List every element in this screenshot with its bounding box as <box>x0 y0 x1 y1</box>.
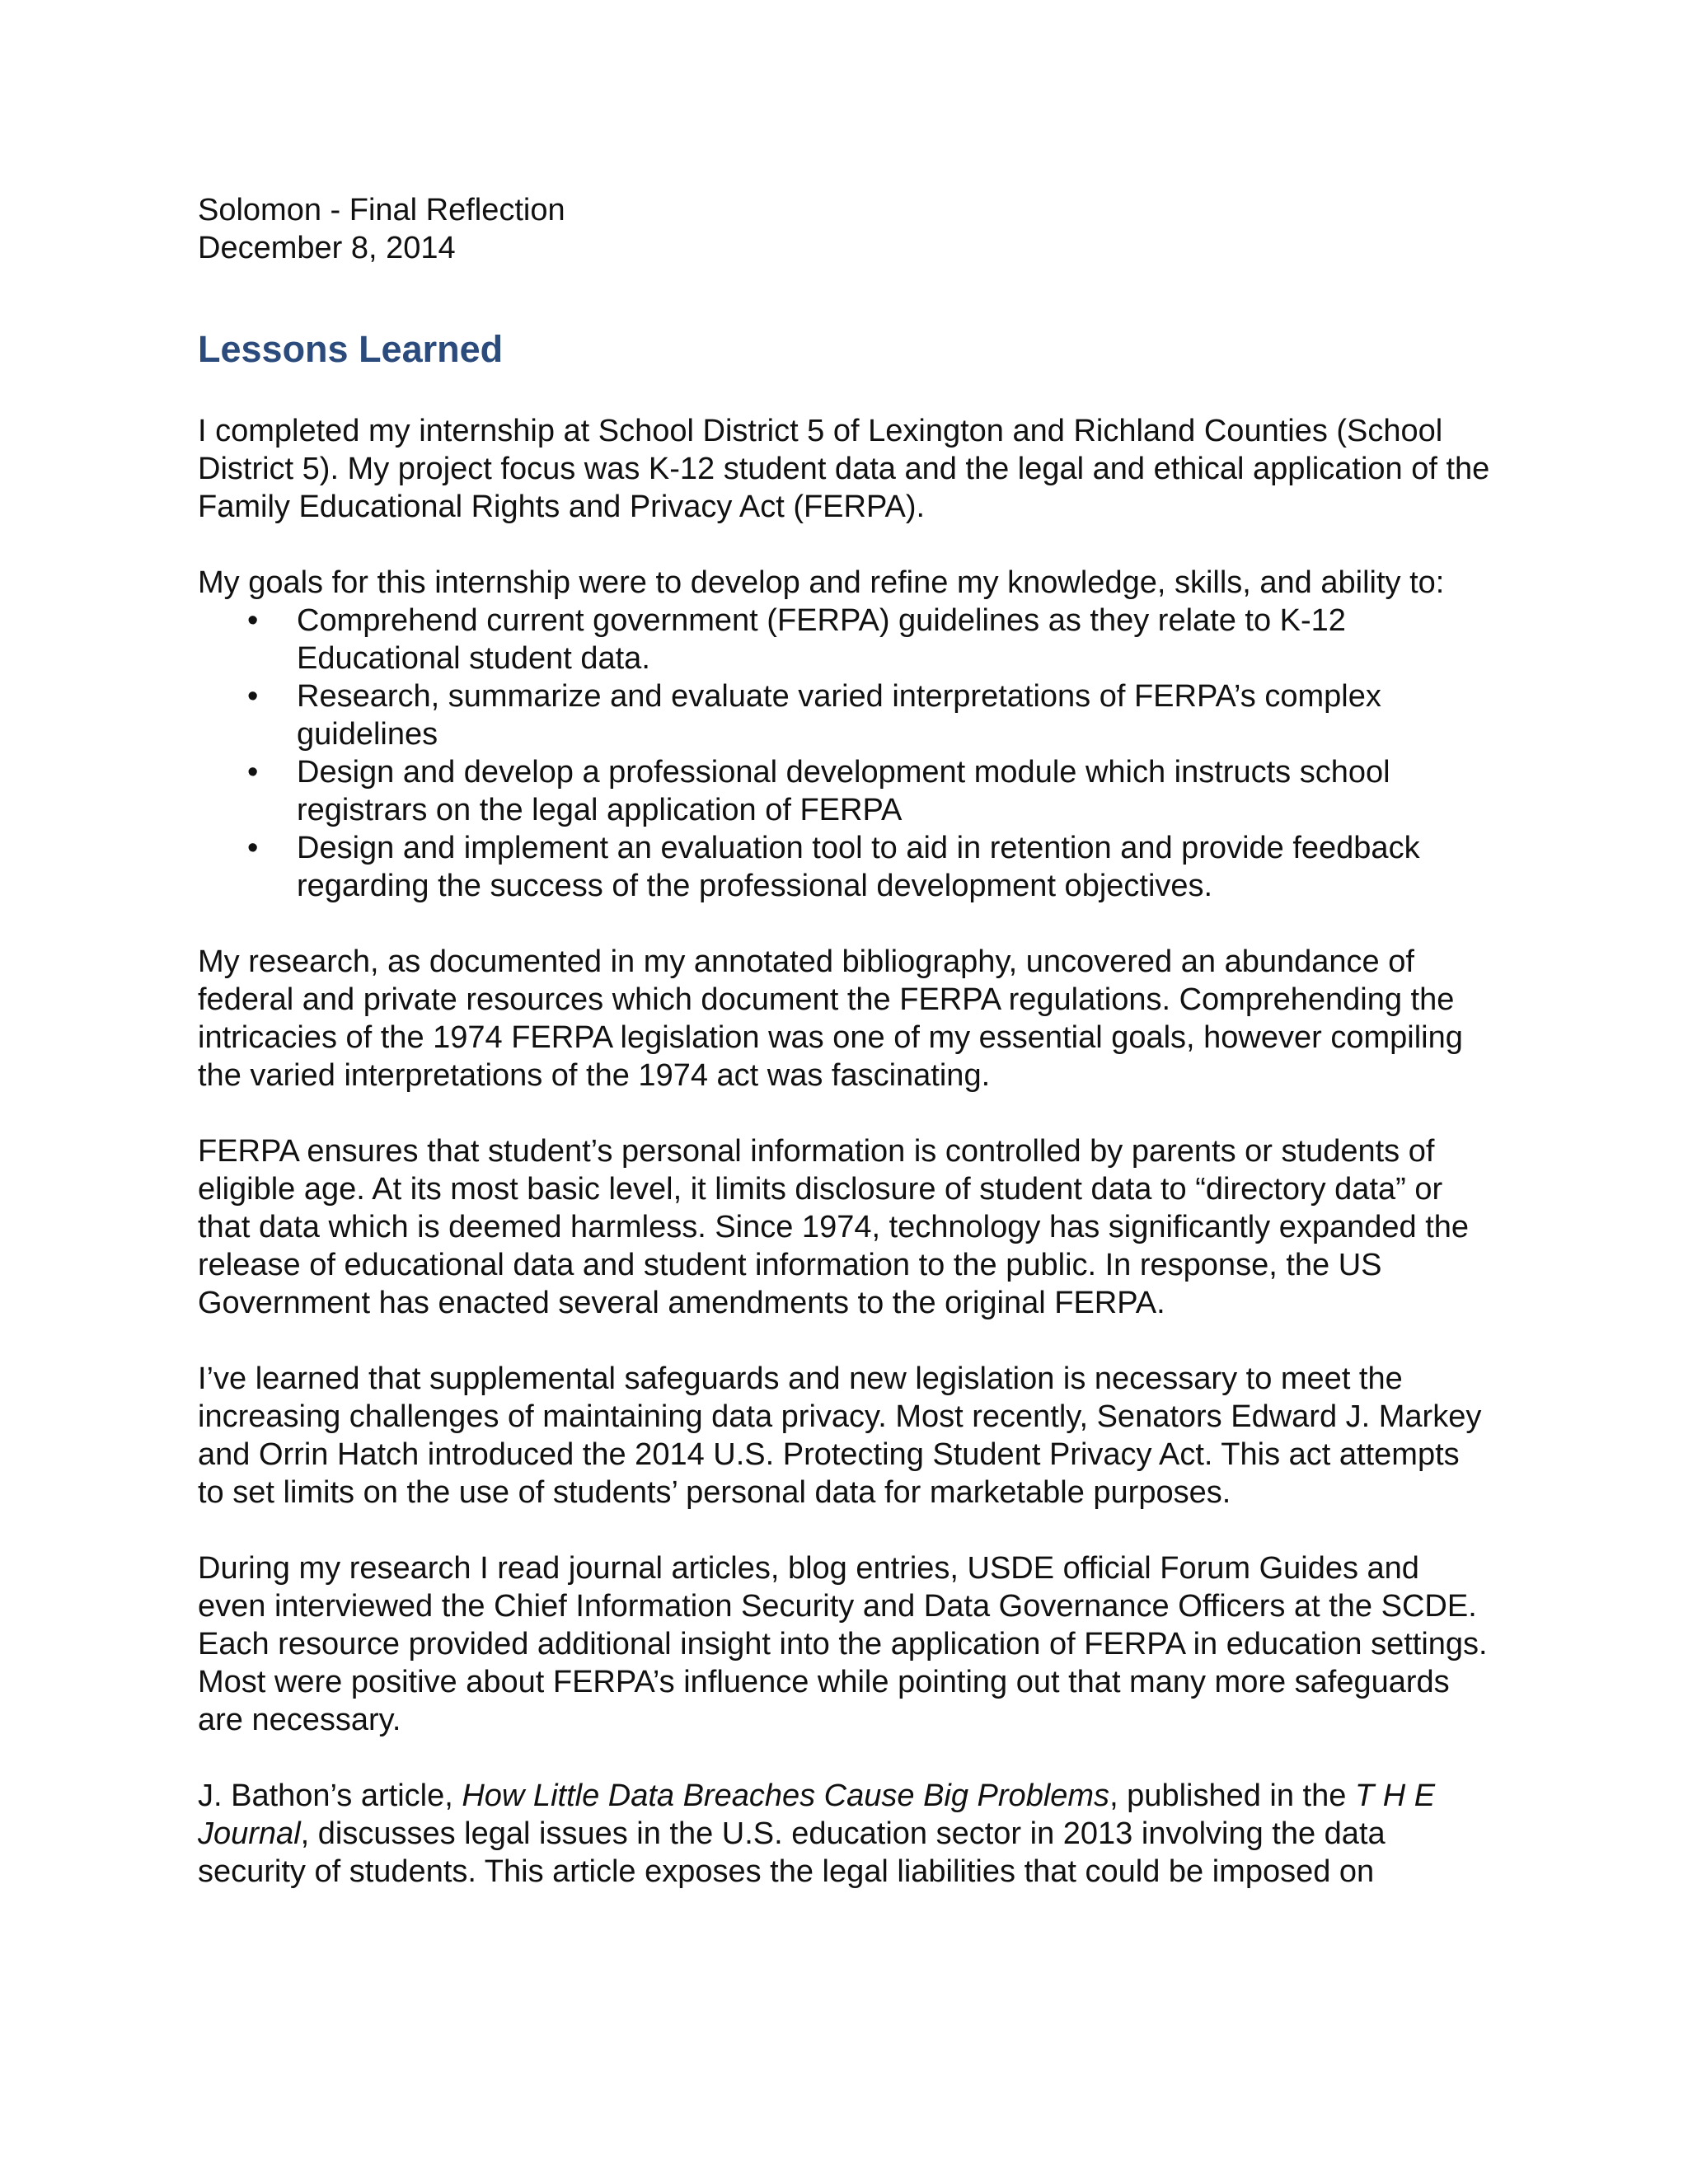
list-item <box>247 829 1492 905</box>
article-title: How Little Data Breaches Cause Big Problems <box>462 1779 1110 1813</box>
goals-list <box>198 602 1492 905</box>
bullet-icon: • <box>247 679 259 714</box>
paragraph-internship: I completed my internship at School District 5 of Lexington and Richland Counties (School District 5). My project focus was K-12 student data and the legal and ethical application of the Family Educational Rights and Privacy Act (FERPA). <box>198 414 1490 524</box>
document-page <box>198 191 1492 1929</box>
bullet-icon: • <box>247 603 259 638</box>
document-date-line: December 8, 2014 <box>198 231 456 265</box>
article-text-part: J. Bathon’s article, <box>198 1779 462 1813</box>
list-item-text: Comprehend current government (FERPA) guidelines as they relate to K-12 Educational student data. <box>297 603 1346 676</box>
article-text-part: , published in the <box>1109 1779 1355 1813</box>
list-item-text: Design and implement an evaluation tool to aid in retention and provide feedback regarding the success of the professional development objectives. <box>297 831 1420 903</box>
document-title-line: Solomon - Final Reflection <box>198 193 565 227</box>
journal-title: T H E Journal <box>198 1779 1436 1851</box>
list-item-text: Design and develop a professional development module which instructs school registrars on the legal application of FERPA <box>297 755 1390 827</box>
list-item-text: Research, summarize and evaluate varied interpretations of FERPA’s complex guidelines <box>297 679 1381 752</box>
list-item <box>247 677 1492 753</box>
paragraph-bathon-article <box>198 1777 1492 1891</box>
bullet-icon: • <box>247 831 259 865</box>
paragraph-research: My research, as documented in my annotated bibliography, uncovered an abundance of federal and private resources which document the FERPA regulations. Comprehending the intricacies of the 1974 FERPA legislation was one of my essential goals, however compiling the varied interpretations of the 1974 act was fascinating. <box>198 944 1463 1093</box>
bullet-icon: • <box>247 755 259 790</box>
section-heading: Lessons Learned <box>198 328 504 370</box>
list-item <box>247 602 1492 677</box>
paragraph-resources: During my research I read journal articles, blog entries, USDE official Forum Guides and even interviewed the Chief Information Security and Data Governance Officers at the SCDE. Each resource provided additional insight into the application of FERPA in education settings. Most were positive about FERPA’s influence while pointing out that many more safeguards are necessary. <box>198 1551 1488 1737</box>
paragraph-safeguards: I’ve learned that supplemental safeguards and new legislation is necessary to meet the increasing challenges of maintaining data privacy. Most recently, Senators Edward J. Markey and Orrin Hatch introduced the 2014 U.S. Protecting Student Privacy Act. This act attempts to set limits on the use of students’ personal data for marketable purposes. <box>198 1361 1482 1510</box>
list-item <box>247 753 1492 829</box>
article-text-part: , discusses legal issues in the U.S. education sector in 2013 involving the data security of students. This article exposes the legal liabilities that could be imposed on <box>198 1816 1386 1889</box>
paragraph-goals-intro: My goals for this internship were to develop and refine my knowledge, skills, and ability to: <box>198 565 1445 600</box>
paragraph-ferpa-overview: FERPA ensures that student’s personal information is controlled by parents or students of eligible age. At its most basic level, it limits disclosure of student data to “directory data” or that data which is deemed harmless. Since 1974, technology has significantly expanded the release of educational data and student information to the public. In response, the US Government has enacted several amendments to the original FERPA. <box>198 1134 1470 1320</box>
